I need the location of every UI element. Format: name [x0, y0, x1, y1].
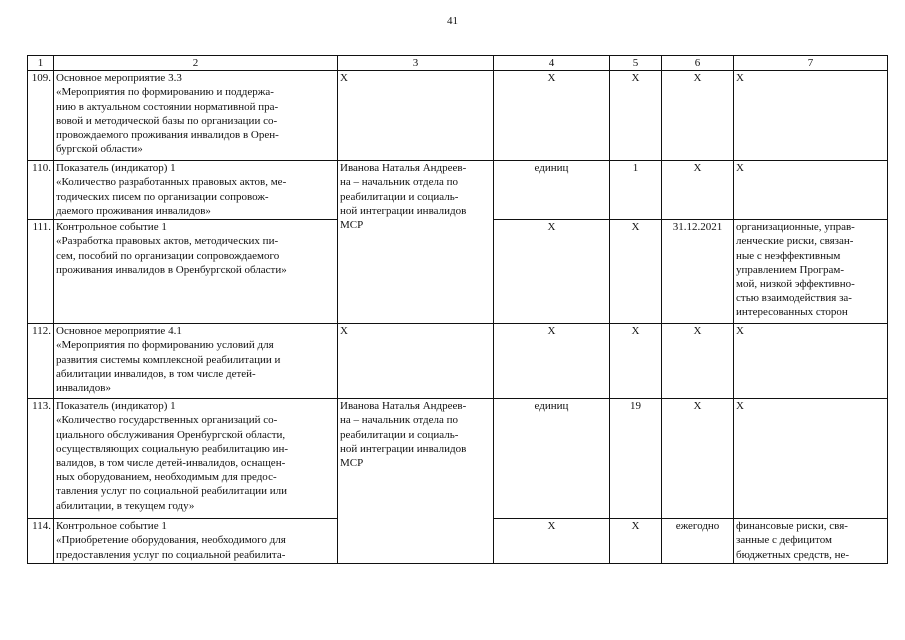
deadline-cell: 31.12.2021 — [662, 220, 734, 324]
responsible-cell: X — [338, 71, 494, 161]
responsible-cell: Иванова Наталья Андреев- на – начальник отдела по реабилитации и социаль- ной интеграции инвалидов МСР — [338, 399, 494, 564]
responsible-cell: X — [338, 324, 494, 399]
risk-cell: организационные, управ- ленческие риски, связан- ные с неэффективным управлением Програм- мой, низкой эффективно- стью взаимодействия за- интересованных сторон — [734, 220, 888, 324]
unit-cell: единиц — [494, 399, 610, 519]
row-number: 111. — [28, 220, 54, 324]
deadline-cell: X — [662, 324, 734, 399]
row-number: 112. — [28, 324, 54, 399]
table-row — [28, 71, 888, 161]
value-cell: 1 — [610, 161, 662, 220]
table-row — [28, 399, 888, 519]
page-number: 41 — [447, 15, 458, 27]
row-description: Показатель (индикатор) 1 «Количество разработанных правовых актов, ме- тодических писем по организации сопровож- даемого проживания инвалидов» — [54, 161, 338, 220]
row-number: 109. — [28, 71, 54, 161]
unit-cell: X — [494, 324, 610, 399]
risk-cell: X — [734, 161, 888, 220]
deadline-cell: X — [662, 161, 734, 220]
header-cell: 3 — [338, 56, 494, 71]
value-cell: X — [610, 220, 662, 324]
table-row — [28, 324, 888, 399]
header-cell: 5 — [610, 56, 662, 71]
header-cell: 2 — [54, 56, 338, 71]
value-cell: 19 — [610, 399, 662, 519]
row-description: Контрольное событие 1 «Разработка правовых актов, методических пи- сем, пособий по организации сопровождаемого проживания инвалидов в Оренбургской области» — [54, 220, 338, 324]
header-cell: 6 — [662, 56, 734, 71]
responsible-cell: Иванова Наталья Андреев- на – начальник отдела по реабилитации и социаль- ной интеграции инвалидов МСР — [338, 161, 494, 324]
risk-cell: финансовые риски, свя- занные с дефицитом бюджетных средств, не- — [734, 519, 888, 564]
row-description: Основное мероприятие 4.1 «Мероприятия по формированию условий для развития системы комплексной реабилитации и абилитации инвалидов, в том числе детей- инвалидов» — [54, 324, 338, 399]
risk-cell: X — [734, 71, 888, 161]
header-cell: 4 — [494, 56, 610, 71]
value-cell: X — [610, 71, 662, 161]
deadline-cell: X — [662, 399, 734, 519]
row-number: 114. — [28, 519, 54, 564]
unit-cell: X — [494, 71, 610, 161]
unit-cell: X — [494, 519, 610, 564]
value-cell: X — [610, 324, 662, 399]
row-number: 113. — [28, 399, 54, 519]
deadline-cell: X — [662, 71, 734, 161]
risk-cell: X — [734, 324, 888, 399]
activity-table — [27, 55, 888, 564]
row-number: 110. — [28, 161, 54, 220]
value-cell: X — [610, 519, 662, 564]
table-row — [28, 161, 888, 220]
row-description: Показатель (индикатор) 1 «Количество государственных организаций со- циального обслуживания Оренбургской области, осуществляющих социальную реабилитацию ин- валидов, в том числе детей-инвалидов, оснащен- ных оборудованием, необходимым для предос- тавления услуг по социальной реабилитации или абилитации, в текущем году» — [54, 399, 338, 519]
row-description: Основное мероприятие 3.3 «Мероприятия по формированию и поддержа- нию в актуальном состоянии нормативной пра- вовой и методической базы по организации со- провождаемого проживания инвалидов в Орен- бургской области» — [54, 71, 338, 161]
header-row — [28, 56, 888, 71]
risk-cell: X — [734, 399, 888, 519]
unit-cell: единиц — [494, 161, 610, 220]
unit-cell: X — [494, 220, 610, 324]
deadline-cell: ежегодно — [662, 519, 734, 564]
header-cell: 7 — [734, 56, 888, 71]
row-description: Контрольное событие 1 «Приобретение оборудования, необходимого для предоставления услуг по социальной реабилита- — [54, 519, 338, 564]
header-cell: 1 — [28, 56, 54, 71]
